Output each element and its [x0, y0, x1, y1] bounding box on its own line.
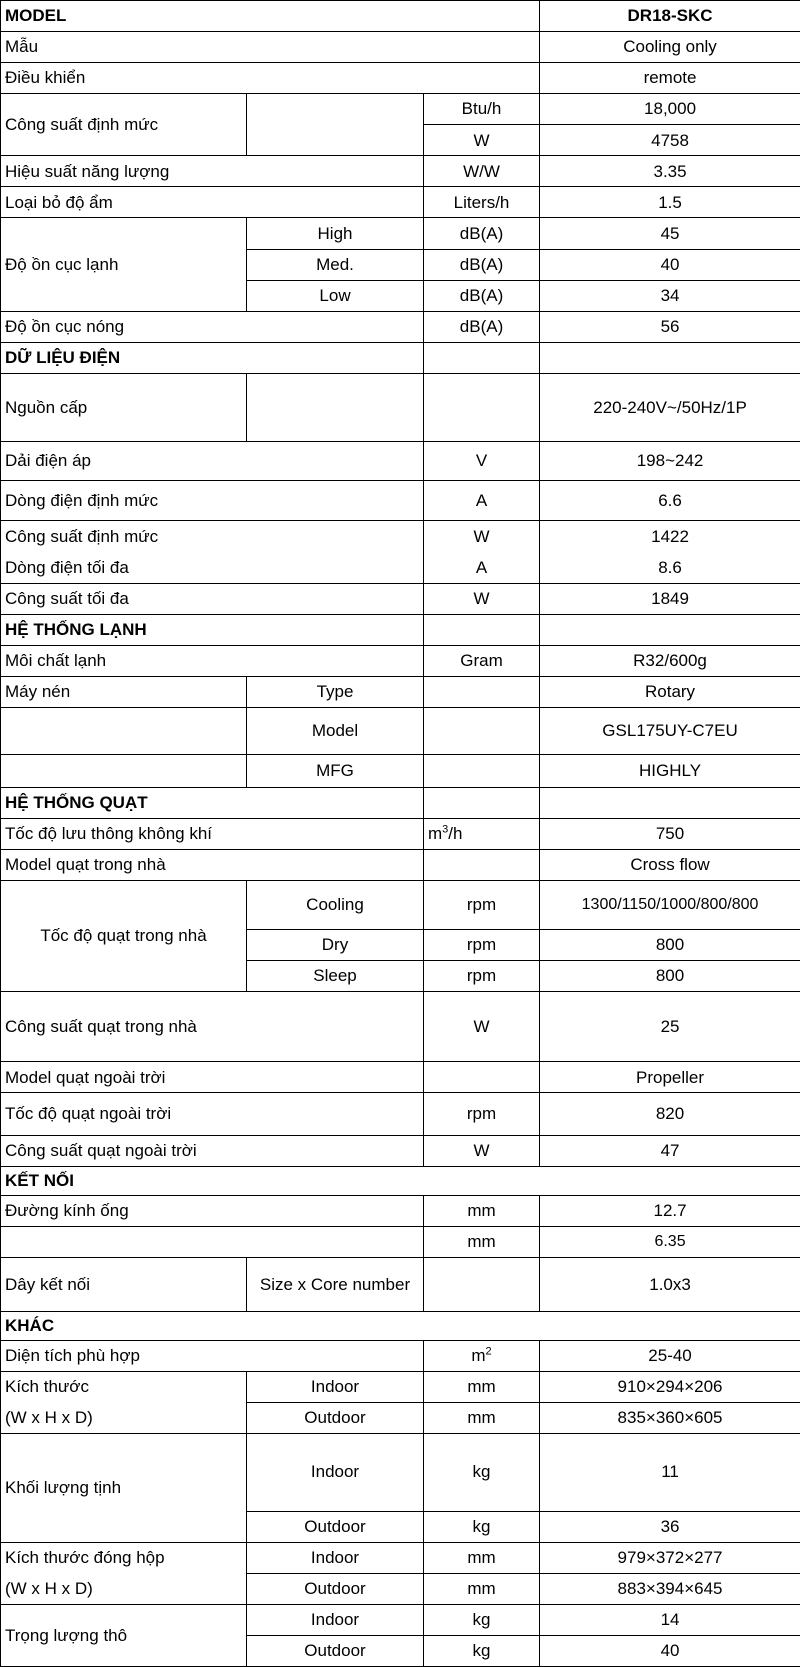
spec-value: 56 [540, 311, 800, 342]
empty-cell [424, 708, 540, 755]
table-row [1, 787, 800, 818]
spec-unit: rpm [424, 881, 540, 930]
spec-label: Công suất quạt trong nhà [1, 991, 424, 1061]
table-row [1, 373, 800, 441]
spec-value: 25 [540, 991, 800, 1061]
spec-unit: W [424, 125, 540, 156]
empty-cell [424, 787, 540, 818]
spec-label: Công suất định mức [1, 94, 247, 156]
empty-cell [540, 342, 800, 373]
spec-unit: dB(A) [424, 280, 540, 311]
section-heading: HỆ THỐNG QUẠT [1, 787, 424, 818]
table-row [1, 614, 800, 645]
spec-label: Kích thước đóng hộp [1, 1542, 247, 1573]
spec-unit: mm [424, 1402, 540, 1433]
spec-label: Diện tích phù hợp [1, 1340, 424, 1371]
table-row [1, 94, 800, 125]
table-row [1, 1093, 800, 1135]
spec-sub: Outdoor [247, 1573, 424, 1604]
spec-value: Cross flow [540, 850, 800, 881]
table-row [1, 1604, 800, 1635]
section-heading: KẾT NỐI [1, 1166, 800, 1195]
table-row [1, 552, 800, 583]
table-row [1, 32, 800, 63]
spec-value: 14 [540, 1604, 800, 1635]
spec-label: Mẫu [1, 32, 540, 63]
spec-label: (W x H x D) [1, 1573, 247, 1604]
spec-unit: Btu/h [424, 94, 540, 125]
spec-label: Dây kết nối [1, 1257, 247, 1311]
airflow-unit [424, 818, 540, 849]
spec-label: Điều khiển [1, 63, 540, 94]
spec-value: R32/600g [540, 646, 800, 677]
spec-sub [247, 94, 424, 156]
spec-value: 8.6 [540, 552, 800, 583]
table-row [1, 218, 800, 249]
spec-unit: Gram [424, 646, 540, 677]
table-row [1, 520, 800, 552]
empty-cell [424, 677, 540, 708]
table-row [1, 583, 800, 614]
empty-cell [424, 342, 540, 373]
spec-sub: MFG [247, 754, 424, 787]
spec-label: Dòng điện định mức [1, 481, 424, 520]
spec-sub: Outdoor [247, 1402, 424, 1433]
table-row [1, 1573, 800, 1604]
spec-sub: Dry [247, 929, 424, 960]
table-row [1, 1166, 800, 1195]
spec-label: Công suất quạt ngoài trời [1, 1135, 424, 1166]
spec-label: Máy nén [1, 677, 247, 708]
empty-cell [424, 373, 540, 441]
airflow-unit-base: m [428, 824, 443, 844]
spec-sub: Indoor [247, 1604, 424, 1635]
spec-unit: mm [424, 1542, 540, 1573]
spec-value: 1300/1150/1000/800/800 [540, 881, 800, 930]
spec-label: Tốc độ quạt ngoài trời [1, 1093, 424, 1135]
spec-sub: Indoor [247, 1542, 424, 1573]
spec-label: Độ ồn cục lạnh [1, 218, 247, 311]
table-row [1, 1402, 800, 1433]
spec-value: 12.7 [540, 1195, 800, 1226]
empty-cell [540, 614, 800, 645]
area-unit [424, 1340, 540, 1371]
table-row [1, 1340, 800, 1371]
spec-value: 6.35 [540, 1226, 800, 1257]
spec-label: Khối lượng tịnh [1, 1433, 247, 1542]
spec-unit: V [424, 442, 540, 481]
spec-label: Nguồn cấp [1, 373, 247, 441]
spec-label: Công suất định mức [1, 520, 424, 552]
airflow-unit-exponent: 3 [442, 823, 449, 836]
spec-value: 800 [540, 929, 800, 960]
table-row [1, 677, 800, 708]
section-heading: HỆ THỐNG LẠNH [1, 614, 424, 645]
spec-unit: kg [424, 1433, 540, 1511]
table-row [1, 1433, 800, 1511]
spec-unit: mm [424, 1195, 540, 1226]
spec-sub: Med. [247, 249, 424, 280]
spec-label: Môi chất lạnh [1, 646, 424, 677]
spec-label: Độ ồn cục nóng [1, 311, 424, 342]
spec-unit: W [424, 1135, 540, 1166]
spec-unit: W [424, 583, 540, 614]
spec-sub: Outdoor [247, 1511, 424, 1542]
spec-value: 1.0x3 [540, 1257, 800, 1311]
spec-sub: Indoor [247, 1433, 424, 1511]
spec-value: Cooling only [540, 32, 800, 63]
spec-unit: mm [424, 1371, 540, 1402]
table-row [1, 63, 800, 94]
table-row [1, 342, 800, 373]
spec-sub: Size x Core number [247, 1257, 424, 1311]
spec-unit: Liters/h [424, 187, 540, 218]
spec-value: 36 [540, 1511, 800, 1542]
spec-label: Loại bỏ độ ẩm [1, 187, 424, 218]
spec-label: Model quạt ngoài trời [1, 1062, 424, 1093]
table-row [1, 991, 800, 1061]
empty-cell [424, 614, 540, 645]
spec-sub: Model [247, 708, 424, 755]
section-heading: KHÁC [1, 1311, 800, 1340]
empty-cell [424, 1062, 540, 1093]
table-row [1, 818, 800, 849]
spec-label: Đường kính ống [1, 1195, 424, 1226]
table-row [1, 708, 800, 755]
spec-label: Tốc độ quạt trong nhà [1, 881, 247, 992]
spec-value: GSL175UY-C7EU [540, 708, 800, 755]
spec-unit: rpm [424, 929, 540, 960]
table-row [1, 881, 800, 930]
spec-unit: W/W [424, 156, 540, 187]
model-value: DR18-SKC [540, 1, 800, 32]
spec-value: 835×360×605 [540, 1402, 800, 1433]
table-row [1, 1371, 800, 1402]
spec-unit: kg [424, 1635, 540, 1666]
spec-value: 11 [540, 1433, 800, 1511]
table-row [1, 1311, 800, 1340]
empty-cell [247, 373, 424, 441]
spec-value: 45 [540, 218, 800, 249]
area-unit-exponent: 2 [485, 1345, 492, 1358]
spec-sub: Outdoor [247, 1635, 424, 1666]
table-row [1, 442, 800, 481]
spec-unit: dB(A) [424, 249, 540, 280]
spec-value: 198~242 [540, 442, 800, 481]
area-unit-base: m [471, 1346, 486, 1365]
table-row [1, 1257, 800, 1311]
section-heading: DỮ LIỆU ĐIỆN [1, 342, 424, 373]
airflow-unit-tail: /h [448, 824, 463, 844]
spec-label: Tốc độ lưu thông không khí [1, 818, 424, 849]
table-row [1, 646, 800, 677]
table-row [1, 1542, 800, 1573]
empty-cell [1, 708, 247, 755]
empty-cell [424, 850, 540, 881]
table-row [1, 156, 800, 187]
spec-value: 750 [540, 818, 800, 849]
spec-unit: A [424, 481, 540, 520]
spec-unit: mm [424, 1226, 540, 1257]
spec-value: 820 [540, 1093, 800, 1135]
spec-value: remote [540, 63, 800, 94]
table-row [1, 754, 800, 787]
spec-value: 34 [540, 280, 800, 311]
table-row [1, 1195, 800, 1226]
spec-unit: W [424, 991, 540, 1061]
spec-sub: Type [247, 677, 424, 708]
empty-cell [1, 754, 247, 787]
spec-sub: Cooling [247, 881, 424, 930]
empty-cell [424, 1257, 540, 1311]
table-row [1, 1135, 800, 1166]
spec-unit: rpm [424, 1093, 540, 1135]
spec-sub: Indoor [247, 1371, 424, 1402]
spec-value: 1849 [540, 583, 800, 614]
spec-value: 1.5 [540, 187, 800, 218]
spec-label: Dải điện áp [1, 442, 424, 481]
spec-unit: dB(A) [424, 218, 540, 249]
spec-value: 18,000 [540, 94, 800, 125]
spec-unit: kg [424, 1604, 540, 1635]
spec-sub: Sleep [247, 960, 424, 991]
empty-cell [1, 1226, 424, 1257]
spec-sub: High [247, 218, 424, 249]
spec-unit: mm [424, 1573, 540, 1604]
spec-value: 883×394×645 [540, 1573, 800, 1604]
spec-value: 800 [540, 960, 800, 991]
spec-unit: A [424, 552, 540, 583]
spec-value: 1422 [540, 520, 800, 552]
empty-cell [540, 787, 800, 818]
table-row [1, 1, 800, 32]
spec-value: 47 [540, 1135, 800, 1166]
spec-value: 910×294×206 [540, 1371, 800, 1402]
spec-value: 979×372×277 [540, 1542, 800, 1573]
table-row [1, 1226, 800, 1257]
model-label: MODEL [1, 1, 540, 32]
table-row [1, 481, 800, 520]
spec-unit: kg [424, 1511, 540, 1542]
table-row [1, 1062, 800, 1093]
spec-label: Model quạt trong nhà [1, 850, 424, 881]
spec-label: Trọng lượng thô [1, 1604, 247, 1666]
spec-value: 4758 [540, 125, 800, 156]
table-row [1, 311, 800, 342]
spec-sub: Low [247, 280, 424, 311]
empty-cell [424, 754, 540, 787]
spec-value: 25-40 [540, 1340, 800, 1371]
spec-label: Dòng điện tối đa [1, 552, 424, 583]
table-row [1, 850, 800, 881]
spec-value: HIGHLY [540, 754, 800, 787]
spec-unit: rpm [424, 960, 540, 991]
spec-value: 40 [540, 249, 800, 280]
spec-label: Hiệu suất năng lượng [1, 156, 424, 187]
spec-value: 3.35 [540, 156, 800, 187]
spec-value: Rotary [540, 677, 800, 708]
spec-label: Kích thước [1, 1371, 247, 1402]
spec-label: (W x H x D) [1, 1402, 247, 1433]
spec-value: Propeller [540, 1062, 800, 1093]
spec-unit: dB(A) [424, 311, 540, 342]
spec-unit: W [424, 520, 540, 552]
spec-value: 6.6 [540, 481, 800, 520]
spec-label: Công suất tối đa [1, 583, 424, 614]
table-row [1, 187, 800, 218]
spec-value: 220-240V~/50Hz/1P [540, 373, 800, 441]
spec-value: 40 [540, 1635, 800, 1666]
